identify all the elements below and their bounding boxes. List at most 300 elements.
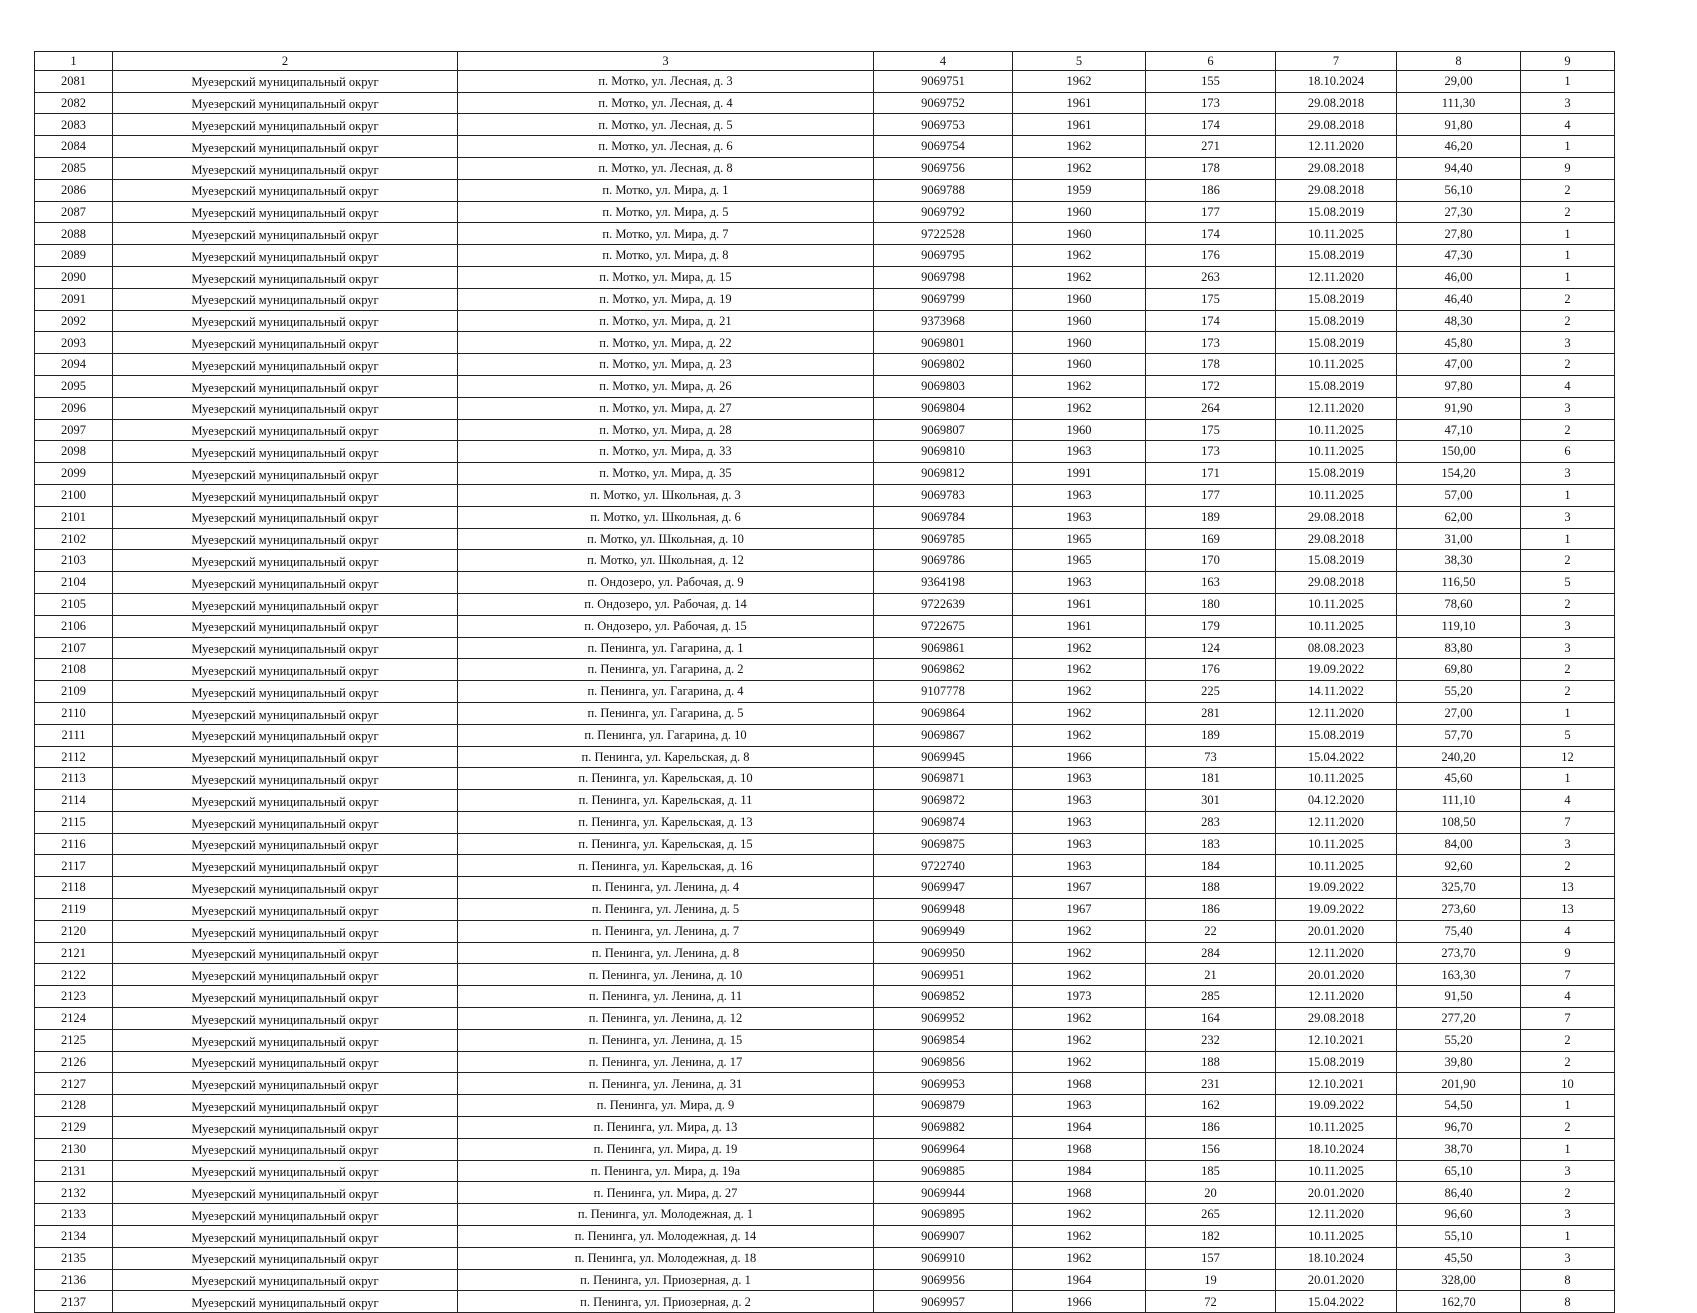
date-cell: 12.11.2020 xyxy=(1276,397,1397,419)
municipality-cell: Муезерский муниципальный округ xyxy=(113,659,458,681)
address-cell: п. Пенинга, ул. Ленина, д. 10 xyxy=(458,964,874,986)
year-cell: 1962 xyxy=(1013,1247,1146,1269)
col-6-value-cell: 183 xyxy=(1146,833,1276,855)
table-row xyxy=(35,1182,1615,1204)
year-cell: 1965 xyxy=(1013,550,1146,572)
address-cell: п. Мотко, ул. Школьная, д. 3 xyxy=(458,484,874,506)
col-6-value-cell: 124 xyxy=(1146,637,1276,659)
object-id-cell: 9069945 xyxy=(874,746,1013,768)
col-9-value-cell: 1 xyxy=(1521,245,1615,267)
date-cell: 29.08.2018 xyxy=(1276,1008,1397,1030)
municipality-cell: Муезерский муниципальный округ xyxy=(113,375,458,397)
area-cell: 92,60 xyxy=(1397,855,1521,877)
date-cell: 18.10.2024 xyxy=(1276,70,1397,92)
municipality-cell: Муезерский муниципальный округ xyxy=(113,702,458,724)
address-cell: п. Пенинга, ул. Мира, д. 13 xyxy=(458,1117,874,1139)
col-9-value-cell: 1 xyxy=(1521,1226,1615,1248)
municipality-cell: Муезерский муниципальный округ xyxy=(113,1204,458,1226)
table-row xyxy=(35,375,1615,397)
area-cell: 96,60 xyxy=(1397,1204,1521,1226)
municipality-cell: Муезерский муниципальный округ xyxy=(113,179,458,201)
area-cell: 328,00 xyxy=(1397,1269,1521,1291)
col-9-value-cell: 2 xyxy=(1521,550,1615,572)
col-9-value-cell: 1 xyxy=(1521,70,1615,92)
municipality-cell: Муезерский муниципальный округ xyxy=(113,1138,458,1160)
date-cell: 29.08.2018 xyxy=(1276,506,1397,528)
col-6-value-cell: 186 xyxy=(1146,899,1276,921)
row-number-cell: 2087 xyxy=(35,201,113,223)
table-row xyxy=(35,724,1615,746)
col-9-value-cell: 1 xyxy=(1521,702,1615,724)
year-cell: 1962 xyxy=(1013,702,1146,724)
object-id-cell: 9722528 xyxy=(874,223,1013,245)
address-cell: п. Пенинга, ул. Карельская, д. 15 xyxy=(458,833,874,855)
address-cell: п. Мотко, ул. Лесная, д. 6 xyxy=(458,136,874,158)
col-9-value-cell: 1 xyxy=(1521,528,1615,550)
table-row xyxy=(35,811,1615,833)
municipality-cell: Муезерский муниципальный округ xyxy=(113,223,458,245)
year-cell: 1963 xyxy=(1013,768,1146,790)
object-id-cell: 9069875 xyxy=(874,833,1013,855)
row-number-cell: 2098 xyxy=(35,441,113,463)
row-number-cell: 2133 xyxy=(35,1204,113,1226)
col-9-value-cell: 3 xyxy=(1521,1204,1615,1226)
municipality-cell: Муезерский муниципальный округ xyxy=(113,1008,458,1030)
col-6-value-cell: 263 xyxy=(1146,266,1276,288)
date-cell: 12.10.2021 xyxy=(1276,1073,1397,1095)
year-cell: 1960 xyxy=(1013,288,1146,310)
municipality-cell: Муезерский муниципальный округ xyxy=(113,550,458,572)
row-number-cell: 2126 xyxy=(35,1051,113,1073)
date-cell: 19.09.2022 xyxy=(1276,899,1397,921)
municipality-cell: Муезерский муниципальный округ xyxy=(113,746,458,768)
col-6-value-cell: 189 xyxy=(1146,506,1276,528)
date-cell: 15.08.2019 xyxy=(1276,245,1397,267)
municipality-cell: Муезерский муниципальный округ xyxy=(113,157,458,179)
address-cell: п. Мотко, ул. Мира, д. 28 xyxy=(458,419,874,441)
col-6-value-cell: 155 xyxy=(1146,70,1276,92)
table-row xyxy=(35,920,1615,942)
municipality-cell: Муезерский муниципальный округ xyxy=(113,288,458,310)
table-row xyxy=(35,245,1615,267)
object-id-cell: 9069792 xyxy=(874,201,1013,223)
table-row xyxy=(35,1160,1615,1182)
area-cell: 47,30 xyxy=(1397,245,1521,267)
col-9-value-cell: 10 xyxy=(1521,1073,1615,1095)
object-id-cell: 9069795 xyxy=(874,245,1013,267)
table-row xyxy=(35,1291,1615,1313)
address-cell: п. Мотко, ул. Мира, д. 21 xyxy=(458,310,874,332)
year-cell: 1963 xyxy=(1013,506,1146,528)
date-cell: 19.09.2022 xyxy=(1276,1095,1397,1117)
date-cell: 12.11.2020 xyxy=(1276,136,1397,158)
row-number-cell: 2094 xyxy=(35,354,113,376)
area-cell: 119,10 xyxy=(1397,615,1521,637)
col-6-value-cell: 169 xyxy=(1146,528,1276,550)
area-cell: 201,90 xyxy=(1397,1073,1521,1095)
col-9-value-cell: 4 xyxy=(1521,986,1615,1008)
col-6-value-cell: 176 xyxy=(1146,245,1276,267)
area-cell: 27,00 xyxy=(1397,702,1521,724)
date-cell: 12.10.2021 xyxy=(1276,1029,1397,1051)
address-cell: п. Мотко, ул. Мира, д. 22 xyxy=(458,332,874,354)
object-id-cell: 9069862 xyxy=(874,659,1013,681)
table-row xyxy=(35,1008,1615,1030)
column-header-5: 5 xyxy=(1013,52,1146,71)
area-cell: 55,10 xyxy=(1397,1226,1521,1248)
address-cell: п. Пенинга, ул. Карельская, д. 10 xyxy=(458,768,874,790)
row-number-cell: 2086 xyxy=(35,179,113,201)
col-6-value-cell: 181 xyxy=(1146,768,1276,790)
object-id-cell: 9069910 xyxy=(874,1247,1013,1269)
date-cell: 10.11.2025 xyxy=(1276,1226,1397,1248)
address-cell: п. Мотко, ул. Лесная, д. 3 xyxy=(458,70,874,92)
row-number-cell: 2102 xyxy=(35,528,113,550)
object-id-cell: 9364198 xyxy=(874,572,1013,594)
row-number-cell: 2100 xyxy=(35,484,113,506)
row-number-cell: 2085 xyxy=(35,157,113,179)
area-cell: 108,50 xyxy=(1397,811,1521,833)
year-cell: 1962 xyxy=(1013,1029,1146,1051)
date-cell: 10.11.2025 xyxy=(1276,833,1397,855)
year-cell: 1962 xyxy=(1013,70,1146,92)
year-cell: 1963 xyxy=(1013,484,1146,506)
col-9-value-cell: 5 xyxy=(1521,572,1615,594)
object-id-cell: 9069802 xyxy=(874,354,1013,376)
date-cell: 18.10.2024 xyxy=(1276,1138,1397,1160)
area-cell: 56,10 xyxy=(1397,179,1521,201)
row-number-cell: 2120 xyxy=(35,920,113,942)
col-6-value-cell: 178 xyxy=(1146,157,1276,179)
col-9-value-cell: 3 xyxy=(1521,1247,1615,1269)
column-header-4: 4 xyxy=(874,52,1013,71)
address-cell: п. Пенинга, ул. Ленина, д. 12 xyxy=(458,1008,874,1030)
municipality-cell: Муезерский муниципальный округ xyxy=(113,332,458,354)
row-number-cell: 2121 xyxy=(35,942,113,964)
municipality-cell: Муезерский муниципальный округ xyxy=(113,637,458,659)
row-number-cell: 2110 xyxy=(35,702,113,724)
municipality-cell: Муезерский муниципальный округ xyxy=(113,1226,458,1248)
object-id-cell: 9107778 xyxy=(874,681,1013,703)
col-6-value-cell: 271 xyxy=(1146,136,1276,158)
col-6-value-cell: 301 xyxy=(1146,790,1276,812)
date-cell: 10.11.2025 xyxy=(1276,593,1397,615)
col-6-value-cell: 285 xyxy=(1146,986,1276,1008)
area-cell: 94,40 xyxy=(1397,157,1521,179)
table-row xyxy=(35,266,1615,288)
column-header-3: 3 xyxy=(458,52,874,71)
object-id-cell: 9722639 xyxy=(874,593,1013,615)
table-row xyxy=(35,768,1615,790)
table-row xyxy=(35,790,1615,812)
table-row xyxy=(35,201,1615,223)
date-cell: 10.11.2025 xyxy=(1276,419,1397,441)
col-9-value-cell: 2 xyxy=(1521,659,1615,681)
municipality-cell: Муезерский муниципальный округ xyxy=(113,1291,458,1313)
address-cell: п. Пенинга, ул. Ленина, д. 31 xyxy=(458,1073,874,1095)
column-header-2: 2 xyxy=(113,52,458,71)
col-9-value-cell: 6 xyxy=(1521,441,1615,463)
address-cell: п. Ондозеро, ул. Рабочая, д. 15 xyxy=(458,615,874,637)
address-cell: п. Пенинга, ул. Карельская, д. 11 xyxy=(458,790,874,812)
year-cell: 1962 xyxy=(1013,1051,1146,1073)
row-number-cell: 2136 xyxy=(35,1269,113,1291)
col-9-value-cell: 2 xyxy=(1521,419,1615,441)
year-cell: 1963 xyxy=(1013,790,1146,812)
area-cell: 55,20 xyxy=(1397,1029,1521,1051)
municipality-cell: Муезерский муниципальный округ xyxy=(113,986,458,1008)
col-6-value-cell: 162 xyxy=(1146,1095,1276,1117)
col-9-value-cell: 7 xyxy=(1521,811,1615,833)
municipality-cell: Муезерский муниципальный округ xyxy=(113,681,458,703)
municipality-cell: Муезерский муниципальный округ xyxy=(113,1247,458,1269)
municipality-cell: Муезерский муниципальный округ xyxy=(113,920,458,942)
address-cell: п. Пенинга, ул. Гагарина, д. 2 xyxy=(458,659,874,681)
row-number-cell: 2131 xyxy=(35,1160,113,1182)
date-cell: 10.11.2025 xyxy=(1276,223,1397,245)
municipality-cell: Муезерский муниципальный округ xyxy=(113,310,458,332)
municipality-cell: Муезерский муниципальный округ xyxy=(113,615,458,637)
date-cell: 12.11.2020 xyxy=(1276,942,1397,964)
address-cell: п. Пенинга, ул. Молодежная, д. 14 xyxy=(458,1226,874,1248)
row-number-cell: 2090 xyxy=(35,266,113,288)
table-row xyxy=(35,463,1615,485)
object-id-cell: 9069872 xyxy=(874,790,1013,812)
col-6-value-cell: 264 xyxy=(1146,397,1276,419)
date-cell: 20.01.2020 xyxy=(1276,1269,1397,1291)
year-cell: 1963 xyxy=(1013,833,1146,855)
object-id-cell: 9069854 xyxy=(874,1029,1013,1051)
row-number-cell: 2107 xyxy=(35,637,113,659)
year-cell: 1961 xyxy=(1013,593,1146,615)
municipality-cell: Муезерский муниципальный округ xyxy=(113,790,458,812)
object-id-cell: 9069785 xyxy=(874,528,1013,550)
year-cell: 1968 xyxy=(1013,1073,1146,1095)
col-9-value-cell: 3 xyxy=(1521,92,1615,114)
table-row xyxy=(35,899,1615,921)
municipality-cell: Муезерский муниципальный округ xyxy=(113,201,458,223)
date-cell: 15.04.2022 xyxy=(1276,1291,1397,1313)
row-number-cell: 2096 xyxy=(35,397,113,419)
row-number-cell: 2119 xyxy=(35,899,113,921)
col-9-value-cell: 13 xyxy=(1521,899,1615,921)
col-6-value-cell: 174 xyxy=(1146,223,1276,245)
year-cell: 1962 xyxy=(1013,1226,1146,1248)
year-cell: 1964 xyxy=(1013,1117,1146,1139)
date-cell: 29.08.2018 xyxy=(1276,92,1397,114)
table-row xyxy=(35,1051,1615,1073)
table-row xyxy=(35,1117,1615,1139)
col-9-value-cell: 3 xyxy=(1521,1160,1615,1182)
date-cell: 10.11.2025 xyxy=(1276,1117,1397,1139)
row-number-cell: 2111 xyxy=(35,724,113,746)
date-cell: 15.08.2019 xyxy=(1276,1051,1397,1073)
address-cell: п. Мотко, ул. Школьная, д. 10 xyxy=(458,528,874,550)
row-number-cell: 2089 xyxy=(35,245,113,267)
date-cell: 12.11.2020 xyxy=(1276,702,1397,724)
row-number-cell: 2091 xyxy=(35,288,113,310)
date-cell: 15.08.2019 xyxy=(1276,375,1397,397)
table-row xyxy=(35,70,1615,92)
year-cell: 1962 xyxy=(1013,681,1146,703)
table-row xyxy=(35,877,1615,899)
table-row xyxy=(35,310,1615,332)
col-9-value-cell: 4 xyxy=(1521,920,1615,942)
row-number-cell: 2081 xyxy=(35,70,113,92)
col-9-value-cell: 4 xyxy=(1521,790,1615,812)
municipality-cell: Муезерский муниципальный округ xyxy=(113,1182,458,1204)
table-row xyxy=(35,354,1615,376)
object-id-cell: 9069786 xyxy=(874,550,1013,572)
object-id-cell: 9069957 xyxy=(874,1291,1013,1313)
object-id-cell: 9069864 xyxy=(874,702,1013,724)
table-row xyxy=(35,484,1615,506)
table-row xyxy=(35,572,1615,594)
row-number-cell: 2124 xyxy=(35,1008,113,1030)
date-cell: 10.11.2025 xyxy=(1276,354,1397,376)
address-cell: п. Ондозеро, ул. Рабочая, д. 9 xyxy=(458,572,874,594)
municipality-cell: Муезерский муниципальный округ xyxy=(113,484,458,506)
col-6-value-cell: 73 xyxy=(1146,746,1276,768)
municipality-cell: Муезерский муниципальный округ xyxy=(113,593,458,615)
address-cell: п. Мотко, ул. Мира, д. 15 xyxy=(458,266,874,288)
municipality-cell: Муезерский муниципальный округ xyxy=(113,354,458,376)
row-number-cell: 2132 xyxy=(35,1182,113,1204)
area-cell: 86,40 xyxy=(1397,1182,1521,1204)
col-9-value-cell: 2 xyxy=(1521,681,1615,703)
date-cell: 15.04.2022 xyxy=(1276,746,1397,768)
area-cell: 325,70 xyxy=(1397,877,1521,899)
row-number-cell: 2125 xyxy=(35,1029,113,1051)
area-cell: 97,80 xyxy=(1397,375,1521,397)
col-9-value-cell: 2 xyxy=(1521,1182,1615,1204)
area-cell: 29,00 xyxy=(1397,70,1521,92)
table-row xyxy=(35,1247,1615,1269)
row-number-cell: 2097 xyxy=(35,419,113,441)
col-9-value-cell: 3 xyxy=(1521,615,1615,637)
table-row xyxy=(35,615,1615,637)
table-row xyxy=(35,702,1615,724)
row-number-cell: 2130 xyxy=(35,1138,113,1160)
col-6-value-cell: 179 xyxy=(1146,615,1276,637)
object-id-cell: 9069895 xyxy=(874,1204,1013,1226)
col-9-value-cell: 1 xyxy=(1521,1095,1615,1117)
date-cell: 15.08.2019 xyxy=(1276,463,1397,485)
address-cell: п. Пенинга, ул. Ленина, д. 4 xyxy=(458,877,874,899)
date-cell: 20.01.2020 xyxy=(1276,964,1397,986)
municipality-cell: Муезерский муниципальный округ xyxy=(113,70,458,92)
row-number-cell: 2104 xyxy=(35,572,113,594)
date-cell: 12.11.2020 xyxy=(1276,1204,1397,1226)
year-cell: 1963 xyxy=(1013,441,1146,463)
year-cell: 1960 xyxy=(1013,201,1146,223)
year-cell: 1962 xyxy=(1013,136,1146,158)
col-9-value-cell: 3 xyxy=(1521,506,1615,528)
col-9-value-cell: 5 xyxy=(1521,724,1615,746)
date-cell: 20.01.2020 xyxy=(1276,920,1397,942)
table-row xyxy=(35,746,1615,768)
object-id-cell: 9069861 xyxy=(874,637,1013,659)
column-header-9: 9 xyxy=(1521,52,1615,71)
address-cell: п. Мотко, ул. Мира, д. 35 xyxy=(458,463,874,485)
row-number-cell: 2105 xyxy=(35,593,113,615)
col-6-value-cell: 232 xyxy=(1146,1029,1276,1051)
object-id-cell: 9373968 xyxy=(874,310,1013,332)
table-row xyxy=(35,1095,1615,1117)
address-cell: п. Мотко, ул. Мира, д. 8 xyxy=(458,245,874,267)
row-number-cell: 2109 xyxy=(35,681,113,703)
year-cell: 1966 xyxy=(1013,746,1146,768)
date-cell: 10.11.2025 xyxy=(1276,1160,1397,1182)
col-9-value-cell: 3 xyxy=(1521,332,1615,354)
municipality-cell: Муезерский муниципальный округ xyxy=(113,1160,458,1182)
col-9-value-cell: 3 xyxy=(1521,833,1615,855)
area-cell: 91,80 xyxy=(1397,114,1521,136)
table-row xyxy=(35,681,1615,703)
year-cell: 1962 xyxy=(1013,1008,1146,1030)
municipality-cell: Муезерский муниципальный округ xyxy=(113,724,458,746)
year-cell: 1967 xyxy=(1013,877,1146,899)
col-9-value-cell: 2 xyxy=(1521,855,1615,877)
date-cell: 29.08.2018 xyxy=(1276,572,1397,594)
col-9-value-cell: 8 xyxy=(1521,1291,1615,1313)
col-9-value-cell: 1 xyxy=(1521,266,1615,288)
col-6-value-cell: 178 xyxy=(1146,354,1276,376)
address-cell: п. Пенинга, ул. Карельская, д. 16 xyxy=(458,855,874,877)
col-9-value-cell: 2 xyxy=(1521,179,1615,201)
address-cell: п. Пенинга, ул. Карельская, д. 8 xyxy=(458,746,874,768)
year-cell: 1962 xyxy=(1013,920,1146,942)
address-cell: п. Мотко, ул. Школьная, д. 12 xyxy=(458,550,874,572)
object-id-cell: 9069964 xyxy=(874,1138,1013,1160)
col-6-value-cell: 180 xyxy=(1146,593,1276,615)
col-6-value-cell: 185 xyxy=(1146,1160,1276,1182)
object-id-cell: 9069852 xyxy=(874,986,1013,1008)
object-id-cell: 9722740 xyxy=(874,855,1013,877)
address-cell: п. Пенинга, ул. Мира, д. 19 xyxy=(458,1138,874,1160)
municipality-cell: Муезерский муниципальный округ xyxy=(113,114,458,136)
table-row xyxy=(35,288,1615,310)
col-9-value-cell: 4 xyxy=(1521,375,1615,397)
area-cell: 111,10 xyxy=(1397,790,1521,812)
year-cell: 1960 xyxy=(1013,223,1146,245)
area-cell: 62,00 xyxy=(1397,506,1521,528)
table-row xyxy=(35,942,1615,964)
col-6-value-cell: 174 xyxy=(1146,310,1276,332)
year-cell: 1984 xyxy=(1013,1160,1146,1182)
col-6-value-cell: 19 xyxy=(1146,1269,1276,1291)
area-cell: 111,30 xyxy=(1397,92,1521,114)
column-header-6: 6 xyxy=(1146,52,1276,71)
object-id-cell: 9069949 xyxy=(874,920,1013,942)
object-id-cell: 9722675 xyxy=(874,615,1013,637)
row-number-cell: 2123 xyxy=(35,986,113,1008)
col-6-value-cell: 177 xyxy=(1146,484,1276,506)
table-row xyxy=(35,637,1615,659)
date-cell: 29.08.2018 xyxy=(1276,114,1397,136)
municipality-cell: Муезерский муниципальный округ xyxy=(113,245,458,267)
date-cell: 29.08.2018 xyxy=(1276,179,1397,201)
object-id-cell: 9069951 xyxy=(874,964,1013,986)
area-cell: 45,50 xyxy=(1397,1247,1521,1269)
row-number-cell: 2122 xyxy=(35,964,113,986)
table-row xyxy=(35,855,1615,877)
row-number-cell: 2093 xyxy=(35,332,113,354)
object-id-cell: 9069751 xyxy=(874,70,1013,92)
table-row xyxy=(35,964,1615,986)
table-row xyxy=(35,179,1615,201)
col-6-value-cell: 265 xyxy=(1146,1204,1276,1226)
